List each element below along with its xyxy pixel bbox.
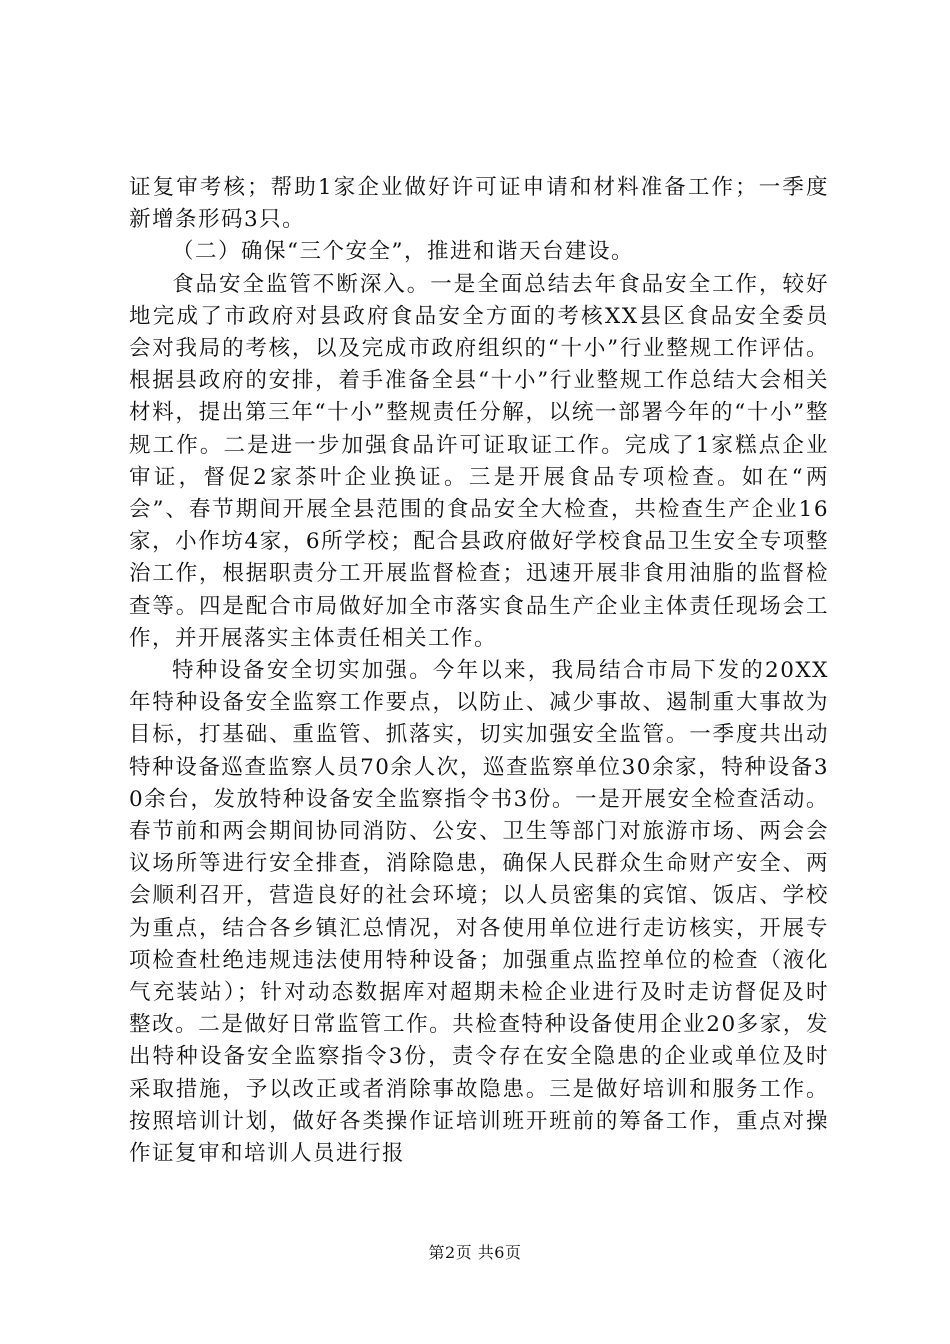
section-heading: （二）确保“三个安全”，推进和谐天台建设。	[172, 239, 634, 265]
page-footer: 第2页 共6页	[428, 1243, 522, 1262]
paragraph-special-equipment: 特种设备安全切实加强。今年以来，我局结合市局下发的20XX年特种设备安全监察工作要点，以防止、减少事故、遏制重大事故为目标，打基础、重监管、抓落实，切实加强安全监管。一季度共出动特种设备巡查监察人员70余人次，巡查监察单位30余家，特种设备30余台，发放特种设备安全监察指令书3份。一是开展安全检查活动。春节前和两会期间协同消防、公安、卫生等部门对旅游市场、两会会议场所等进行安全排查，消除隐患，确保人民群众生命财产安全、两会顺利召开，营造良好的社会环境；以人员密集的宾馆、饭店、学校为重点，结合各乡镇汇总情况，对各使用单位进行走访核实，开展专项检查杜绝违规违法使用特种设备；加强重点监控单位的检查（液化气充装站）；针对动态数据库对超期未检企业进行及时走访督促及时整改。二是做好日常监管工作。共检查特种设备使用企业20多家，发出特种设备安全监察指令3份，责令存在安全隐患的企业或单位及时采取措施，予以改正或者消除事故隐患。三是做好培训和服务工作。按照培训计划，做好各类操作证培训班开班前的筹备工作，重点对操作证复审和培训人员进行报	[129, 658, 829, 1167]
paragraph-continuation: 证复审考核；帮助1家企业做好许可证申请和材料准备工作；一季度新增条形码3只。	[129, 175, 829, 233]
paragraph-food-safety: 食品安全监管不断深入。一是全面总结去年食品安全工作，较好地完成了市政府对县政府食品安全方面的考核XX县区食品安全委员会对我局的考核，以及完成市政府组织的“十小”行业整规工作评估。根据县政府的安排，着手准备全县“十小”行业整规工作总结大会相关材料，提出第三年“十小”整规责任分解，以统一部署今年的“十小”整规工作。二是进一步加强食品许可证取证工作。完成了1家糕点企业审证，督促2家茶叶企业换证。三是开展食品专项检查。如在“两会”、春节期间开展全县范围的食品安全大检查，共检查生产企业16家，小作坊4家，6所学校；配合县政府做好学校食品卫生安全专项整治工作，根据职责分工开展监督检查；迅速开展非食用油脂的监督检查等。四是配合市局做好加全市落实食品生产企业主体责任现场会工作，并开展落实主体责任相关工作。	[129, 271, 829, 651]
document-body	[129, 172, 829, 1170]
